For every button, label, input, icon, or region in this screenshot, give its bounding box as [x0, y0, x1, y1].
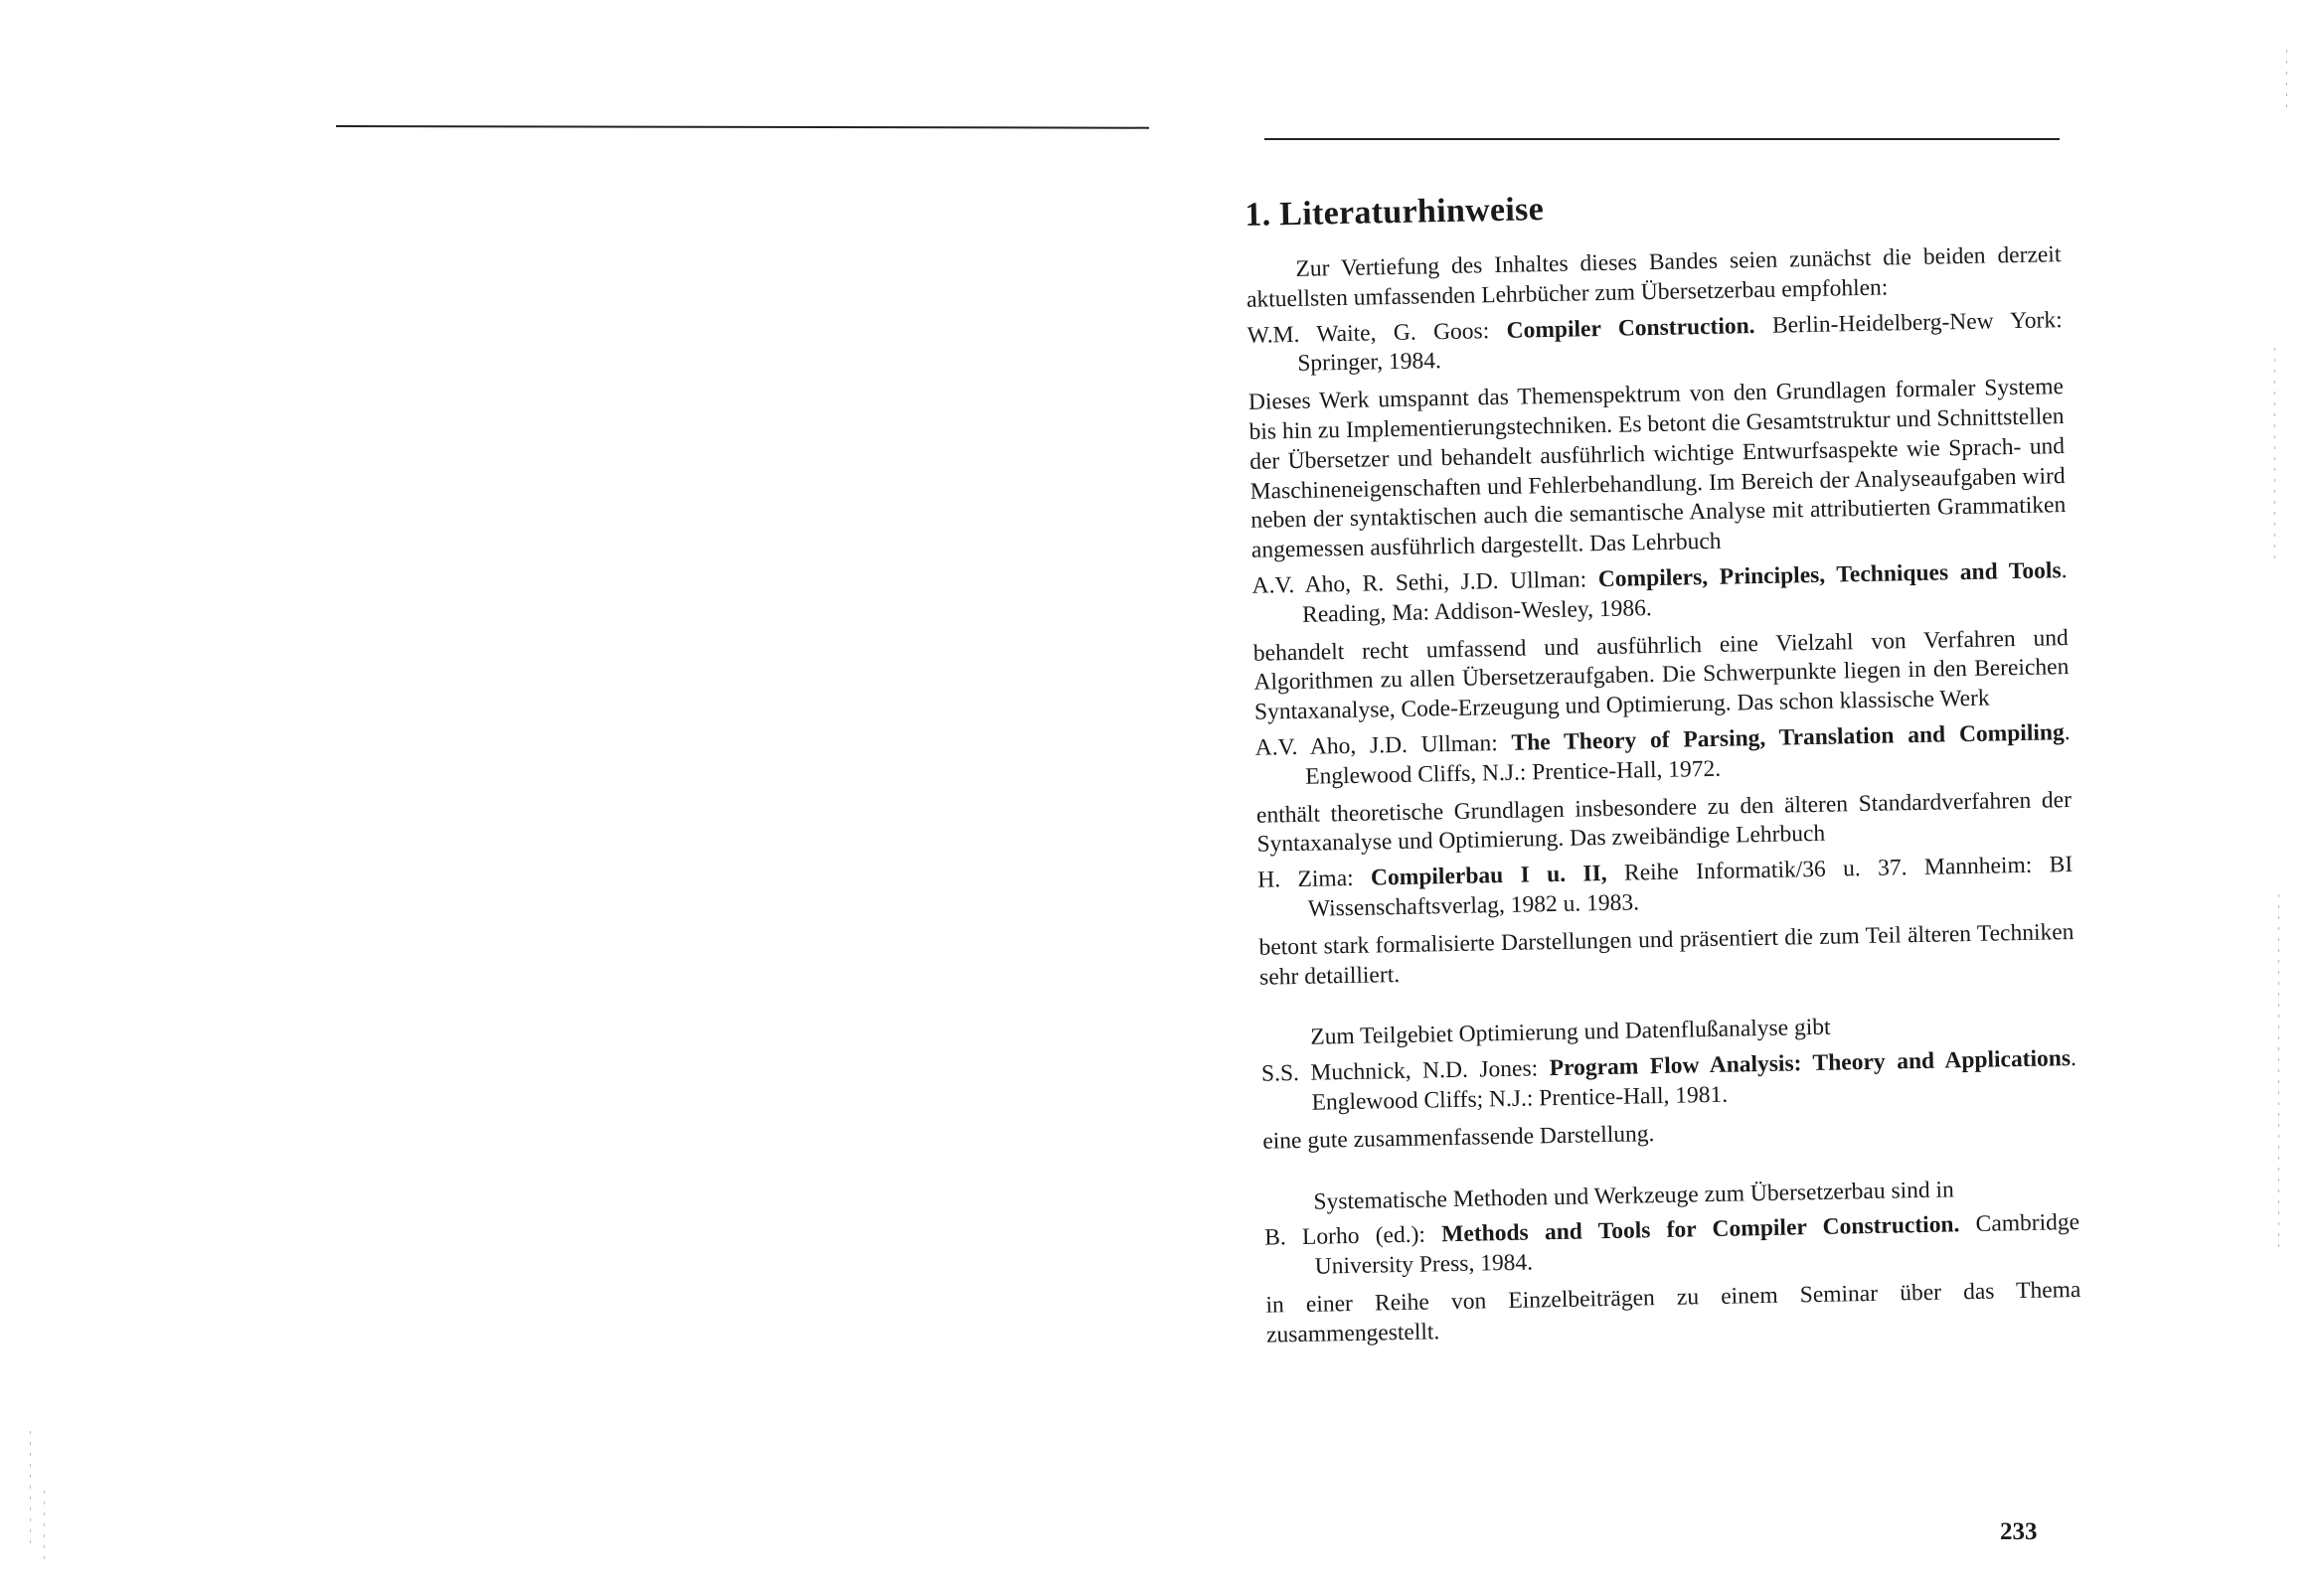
paragraph: betont stark formalisierte Darstellungen und präsentiert die zum Teil älteren Techniken sehr detailliert. [1258, 918, 2075, 991]
reference-title: The Theory of Parsing, Translation and Compiling [1511, 719, 2065, 756]
reference-title: Methods and Tools for Compiler Construction. [1440, 1211, 1960, 1248]
top-rule-right-page [1264, 138, 2060, 140]
reference-entry [1254, 718, 2071, 793]
reference-title: Compilers, Principles, Techniques and Tools [1597, 557, 2062, 593]
paragraph: enthält theoretische Grundlagen insbesondere zu den älteren Standardverfahren der Syntaxanalyse und Optimierung. Das zweibändige Lehrbuch [1255, 786, 2073, 859]
reference-publication: Cambridge University Press, 1984. [1314, 1209, 2080, 1280]
reference-publication: . Reading, Ma: Addison-Wesley, 1986. [1301, 557, 2068, 628]
reference-entry [1264, 1208, 2080, 1283]
paragraph: Zur Vertiefung des Inhaltes dieses Bandes seien zunächst die beiden derzeit aktuellsten umfassenden Lehrbücher zum Übersetzerbau empfohlen: [1245, 241, 2062, 313]
scan-edge-mark [2274, 348, 2275, 566]
paragraph: eine gute zusammenfassende Darstellung. [1262, 1120, 1655, 1155]
reference-authors: S.S. Muchnick, N.D. Jones: [1260, 1055, 1550, 1087]
reference-publication: Berlin-Heidelberg-New York: Springer, 1984. [1297, 306, 2063, 378]
paragraph: Zum Teilgebiet Optimierung und Datenflußanalyse gibt [1310, 1015, 1831, 1051]
paragraph: Systematische Methoden und Werkzeuge zum Übersetzerbau sind in [1313, 1176, 1955, 1215]
reference-publication: Reihe Informatik/36 u. 37. Mannheim: BI Wissenschaftsverlag, 1982 u. 1983. [1307, 852, 2074, 922]
reference-entry [1257, 851, 2074, 925]
reference-entry [1246, 306, 2063, 381]
scan-edge-mark [2278, 894, 2279, 1252]
reference-title: Program Flow Analysis: Theory and Applications [1549, 1045, 2072, 1082]
reference-title: Compiler Construction. [1506, 312, 1755, 344]
reference-authors: W.M. Waite, G. Goos: [1246, 317, 1507, 349]
paragraph: in einer Reihe von Einzelbeiträgen zu einem Seminar über das Thema zusammengestellt. [1265, 1276, 2081, 1348]
scan-edge-mark [44, 1491, 45, 1560]
reference-authors: H. Zima: [1257, 865, 1372, 893]
reference-publication: . Englewood Cliffs, N.J.: Prentice-Hall, 1972. [1305, 718, 2071, 790]
reference-entry [1251, 556, 2068, 631]
paragraph: Dieses Werk umspannt das Themenspektrum von den Grundlagen formaler Systeme bis hin zu Implementierungstechniken. Es betont die Gesamtstruktur und Schnittstellen der Übersetzer und behandelt ausführlich wichtige Entwurfsaspekte wie Sprach- und Maschineneigenschaften und Fehlerbehandlung. Im Bereich der Analyseaufgaben wird neben der syntaktischen auch die semantische Analyse mit attributierten Grammatiken angemessen ausführlich dargestellt. Das Lehrbuch [1247, 374, 2067, 563]
reference-publication: . Englewood Cliffs; N.J.: Prentice-Hall, 1981. [1311, 1045, 2077, 1116]
reference-authors: B. Lorho (ed.): [1263, 1221, 1442, 1251]
reference-authors: A.V. Aho, J.D. Ullman: [1254, 729, 1512, 761]
page-number: 233 [2000, 1518, 2038, 1545]
reference-entry [1261, 1044, 2077, 1119]
scan-edge-mark [2286, 50, 2287, 109]
reference-title: Compilerbau I u. II, [1370, 861, 1607, 891]
reference-authors: A.V. Aho, R. Sethi, J.D. Ullman: [1251, 566, 1599, 599]
scan-edge-mark [30, 1431, 31, 1550]
section-heading: 1. Literaturhinweise [1245, 191, 1545, 234]
paragraph: behandelt recht umfassend und ausführlich eine Vielzahl von Verfahren und Algorithmen zu allen Übersetzeraufgaben. Die Schwerpunkte liegen in den Bereichen Syntaxanalyse, Code-Erzeugung und Optimierung. Das schon klassische Werk [1252, 624, 2070, 725]
top-rule-left-page [336, 125, 1149, 129]
right-page-content [1245, 181, 2081, 1356]
